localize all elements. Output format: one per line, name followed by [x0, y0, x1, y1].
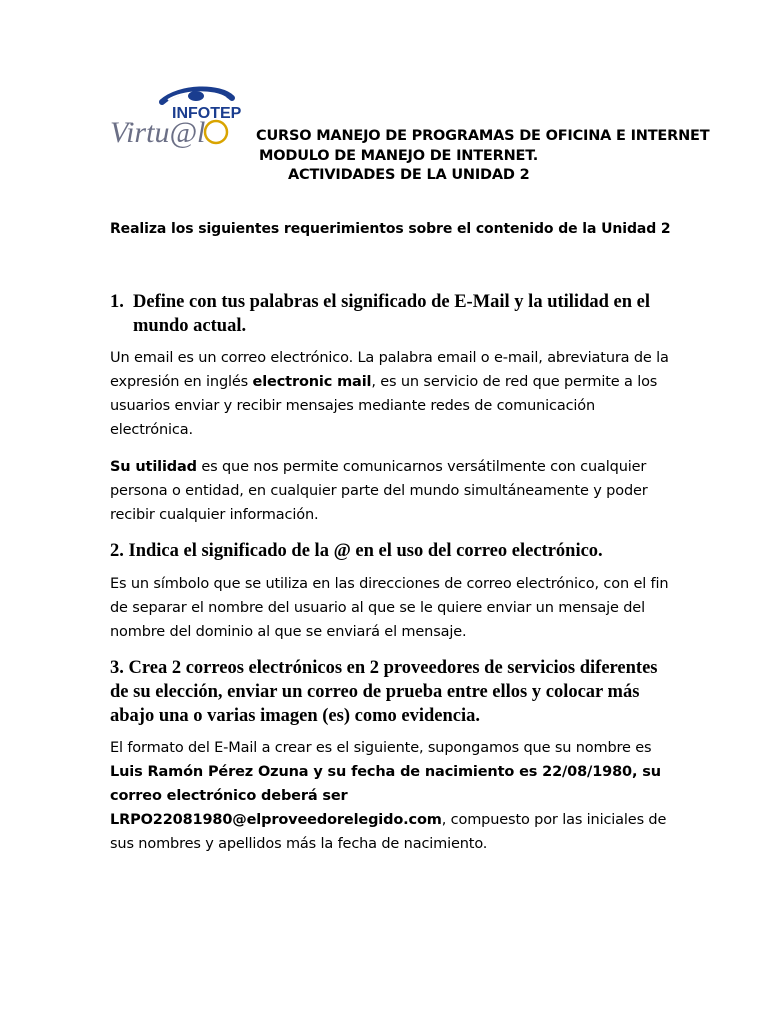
answer-3-bold: Luis Ramón Pérez Ozuna y su fecha de nacimiento es 22/08/1980, su correo electrónico deberá ser LRPO22081980@elproveedorelegido.com	[110, 764, 661, 828]
question-3: 3. Crea 2 correos electrónicos en 2 proveedores de servicios diferentes de su elección, enviar un correo de prueba entre ellos y colocar más abajo una o varias imagen (es) como evidencia.	[110, 658, 658, 726]
answer-1-utility-paragraph	[110, 455, 670, 527]
logo-script-text: Virtu@l	[110, 116, 206, 149]
logo-top-text: INFOTEP	[172, 105, 242, 122]
utility-text: es que nos permite comunicarnos versátilmente con cualquier persona o entidad, en cualquier parte del mundo simultáneamente y poder recibir cualquier información.	[110, 459, 648, 523]
question-1	[110, 290, 670, 338]
answer-1-bold: electronic mail	[252, 374, 372, 390]
answer-3-paragraph	[110, 736, 670, 856]
question-2: 2. Indica el significado de la @ en el uso del correo electrónico.	[110, 541, 603, 561]
course-title: CURSO MANEJO DE PROGRAMAS DE OFICINA E INTERNET	[256, 128, 710, 144]
answer-3-text-end: , compuesto por las iniciales de sus nombres y apellidos más la fecha de nacimiento.	[110, 812, 667, 852]
answer-1-text-end: , es un servicio de red que permite a los usuarios enviar y recibir mensajes mediante redes de comunicación electrónica.	[110, 374, 658, 438]
infotep-virtual-logo	[110, 84, 260, 154]
answer-2-paragraph: Es un símbolo que se utiliza en las direcciones de correo electrónico, con el fin de separar el nombre del usuario al que se le quiere enviar un mensaje del nombre del dominio al que se enviará el mensaje.	[110, 576, 669, 640]
module-title: MODULO DE MANEJO DE INTERNET.	[259, 148, 539, 164]
question-1-number: 1.	[110, 292, 124, 312]
answer-3-text: El formato del E-Mail a crear es el siguiente, supongamos que su nombre es	[110, 740, 652, 756]
utility-bold: Su utilidad	[110, 459, 197, 475]
question-1-text: Define con tus palabras el significado de E-Mail y la utilidad en el mundo actual.	[133, 292, 650, 336]
instructions-line: Realiza los siguientes requerimientos sobre el contenido de la Unidad 2	[110, 221, 671, 237]
answer-1-paragraph	[110, 346, 670, 442]
activities-title: ACTIVIDADES DE LA UNIDAD 2	[288, 167, 530, 183]
answer-1-text: Un email es un correo electrónico. La palabra email o e-mail, abreviatura de la expresión en inglés	[110, 350, 669, 390]
